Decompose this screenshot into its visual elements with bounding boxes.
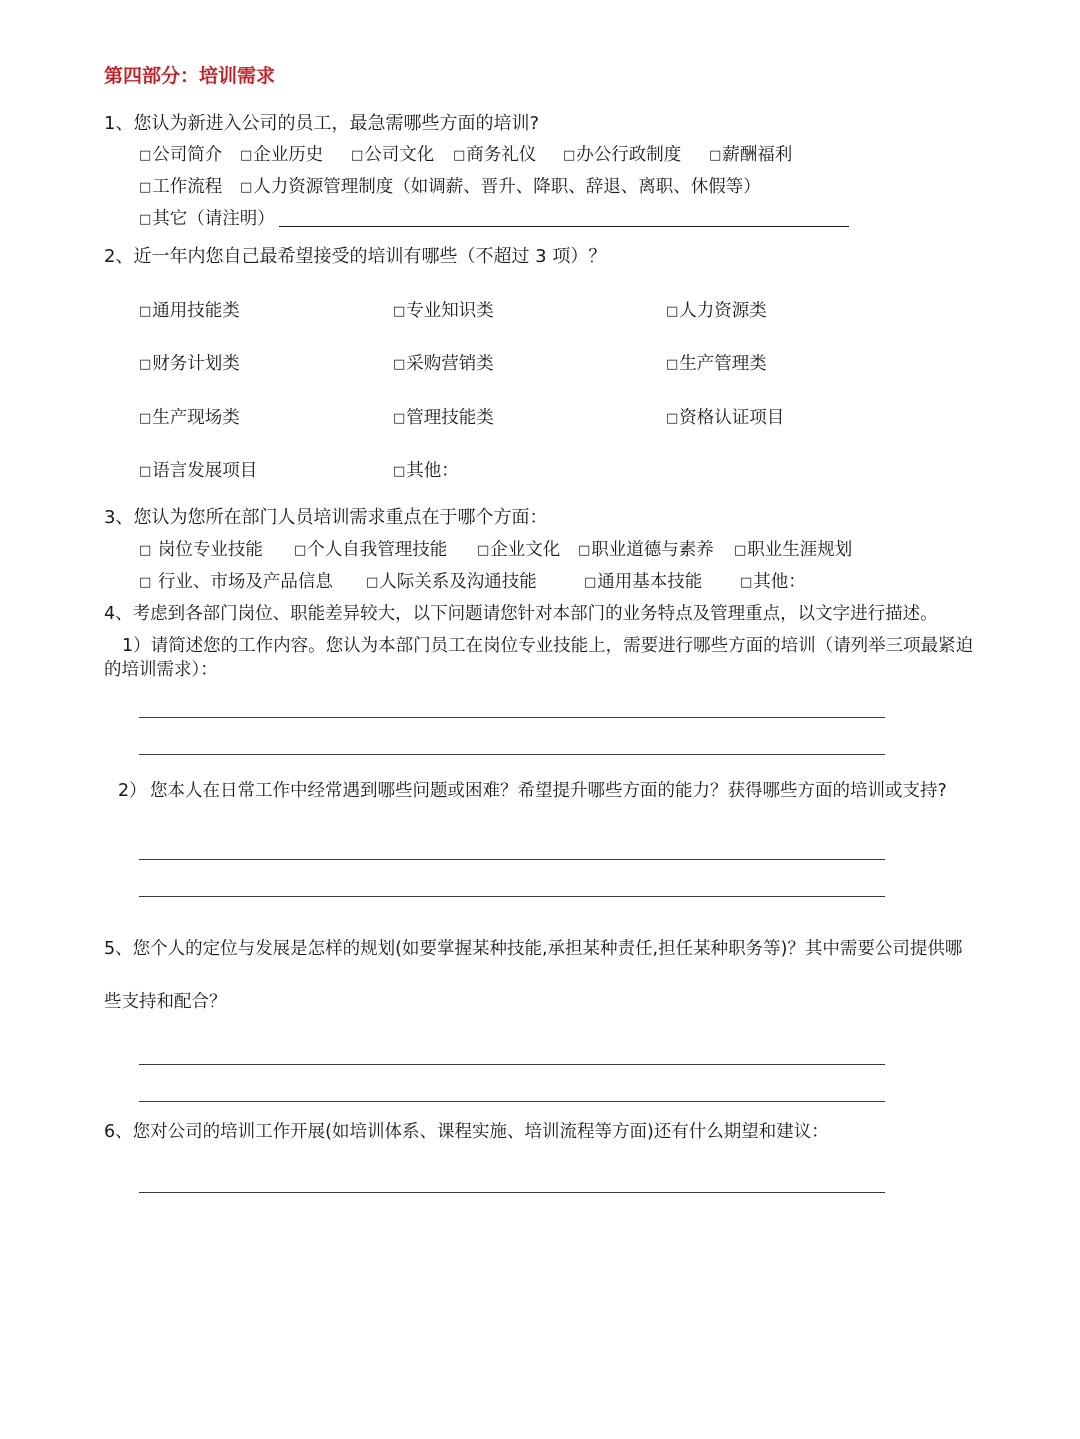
- checkbox-icon[interactable]: □: [240, 148, 253, 163]
- checkbox-icon[interactable]: □: [139, 148, 152, 163]
- q2-option[interactable]: [139, 406, 240, 431]
- q2-option[interactable]: [393, 299, 494, 324]
- option-label: 职业道德与素养: [591, 540, 714, 560]
- option-label: 商务礼仪: [466, 145, 537, 165]
- q2-option[interactable]: [666, 299, 767, 324]
- option-label: 专业知识类: [406, 301, 494, 321]
- checkbox-icon[interactable]: □: [240, 180, 253, 195]
- checkbox-icon[interactable]: □: [139, 180, 152, 195]
- option-label: 人力资源管理制度（如调薪、晋升、降职、辞退、离职、休假等）: [253, 177, 761, 197]
- q2-option[interactable]: [139, 299, 240, 324]
- q1-option-other[interactable]: [139, 207, 849, 232]
- checkbox-icon[interactable]: □: [139, 411, 152, 426]
- question-4-1: [104, 634, 984, 682]
- checkbox-icon[interactable]: □: [139, 464, 152, 479]
- q2-option[interactable]: [393, 406, 494, 431]
- checkbox-icon[interactable]: □: [393, 357, 406, 372]
- q3-option[interactable]: [578, 538, 714, 563]
- answer-line[interactable]: [139, 1192, 885, 1193]
- q2-option[interactable]: [666, 406, 784, 431]
- q3-option[interactable]: [477, 538, 560, 563]
- option-label: 薪酬福利: [722, 145, 793, 165]
- option-label: 公司文化: [364, 145, 435, 165]
- section-title: 第四部分：培训需求: [104, 65, 276, 87]
- checkbox-icon[interactable]: □: [139, 212, 152, 227]
- answer-line[interactable]: [139, 717, 885, 718]
- option-label: 财务计划类: [152, 354, 240, 374]
- checkbox-icon[interactable]: □: [139, 575, 152, 590]
- option-label: 其他：: [406, 461, 459, 481]
- answer-line[interactable]: [139, 896, 885, 897]
- q3-option[interactable]: [366, 570, 537, 595]
- checkbox-icon[interactable]: □: [584, 575, 597, 590]
- option-label: 通用基本技能: [597, 572, 703, 592]
- checkbox-icon[interactable]: □: [294, 543, 307, 558]
- option-label: 人际关系及沟通技能: [379, 572, 537, 592]
- q2-option[interactable]: [666, 352, 767, 377]
- q2-option[interactable]: [393, 352, 494, 377]
- checkbox-icon[interactable]: □: [139, 543, 152, 558]
- checkbox-icon[interactable]: □: [453, 148, 466, 163]
- question-4-2-number: 2）: [118, 781, 147, 801]
- q1-option[interactable]: [139, 175, 222, 200]
- checkbox-icon[interactable]: □: [393, 464, 406, 479]
- q1-option[interactable]: [563, 143, 681, 168]
- checkbox-icon[interactable]: □: [740, 575, 753, 590]
- option-label: 职业生涯规划: [747, 540, 853, 560]
- checkbox-icon[interactable]: □: [563, 148, 576, 163]
- checkbox-icon[interactable]: □: [366, 575, 379, 590]
- option-label: 办公行政制度: [576, 145, 682, 165]
- question-5-line1: 5、您个人的定位与发展是怎样的规划(如要掌握某种技能,承担某种责任,担任某种职务等)？其中需要公司提供哪: [104, 939, 963, 959]
- checkbox-icon[interactable]: □: [666, 304, 679, 319]
- option-label: 资格认证项目: [679, 408, 785, 428]
- checkbox-icon[interactable]: □: [139, 304, 152, 319]
- option-label: 行业、市场及产品信息: [152, 572, 333, 592]
- q1-option[interactable]: [240, 175, 761, 200]
- checkbox-icon[interactable]: □: [666, 411, 679, 426]
- question-2: 2、近一年内您自己最希望接受的培训有哪些（不超过 3 项）？: [104, 246, 607, 267]
- option-label: 其它（请注明）: [152, 209, 275, 229]
- q3-option[interactable]: [584, 570, 702, 595]
- q3-option[interactable]: [734, 538, 852, 563]
- checkbox-icon[interactable]: □: [139, 357, 152, 372]
- checkbox-icon[interactable]: □: [734, 543, 747, 558]
- option-label: 生产现场类: [152, 408, 240, 428]
- checkbox-icon[interactable]: □: [393, 304, 406, 319]
- option-label: 生产管理类: [679, 354, 767, 374]
- checkbox-icon[interactable]: □: [578, 543, 591, 558]
- question-6: 6、您对公司的培训工作开展(如培训体系、课程实施、培训流程等方面)还有什么期望和建议：: [104, 1122, 829, 1142]
- q1-option[interactable]: [709, 143, 792, 168]
- option-label: 采购营销类: [406, 354, 494, 374]
- sub-number: 1）: [122, 636, 151, 656]
- checkbox-icon[interactable]: □: [351, 148, 364, 163]
- option-label: 工作流程: [152, 177, 223, 197]
- q3-option[interactable]: [139, 570, 333, 595]
- q1-option[interactable]: [453, 143, 536, 168]
- question-4-2: 您本人在日常工作中经常遇到哪些问题或困难？希望提升哪些方面的能力？获得哪些方面的培训或支持?: [150, 781, 947, 801]
- question-5-line2: 些支持和配合？: [104, 992, 227, 1012]
- q3-option[interactable]: [139, 538, 263, 563]
- option-label: 企业文化: [490, 540, 561, 560]
- option-label: 通用技能类: [152, 301, 240, 321]
- q1-option[interactable]: [139, 143, 222, 168]
- q1-option[interactable]: [240, 143, 323, 168]
- answer-line[interactable]: [139, 1064, 885, 1065]
- option-label: 其他：: [753, 572, 806, 592]
- q2-option[interactable]: [139, 352, 240, 377]
- sub-text: 请简述您的工作内容。您认为本部门员工在岗位专业技能上，需要进行哪些方面的培训（请列举三项最紧迫的培训需求）：: [104, 636, 974, 680]
- q2-option[interactable]: [393, 459, 459, 484]
- q2-option[interactable]: [139, 459, 257, 484]
- checkbox-icon[interactable]: □: [709, 148, 722, 163]
- other-fill-line[interactable]: [279, 208, 849, 227]
- q1-option[interactable]: [351, 143, 434, 168]
- question-3: 3、您认为您所在部门人员培训需求重点在于哪个方面：: [104, 507, 548, 528]
- option-label: 公司简介: [152, 145, 223, 165]
- option-label: 管理技能类: [406, 408, 494, 428]
- checkbox-icon[interactable]: □: [477, 543, 490, 558]
- question-1: 1、您认为新进入公司的员工，最急需哪些方面的培训?: [104, 113, 540, 134]
- option-label: 语言发展项目: [152, 461, 258, 481]
- answer-line[interactable]: [139, 859, 885, 860]
- q3-option[interactable]: [740, 570, 806, 595]
- answer-line[interactable]: [139, 754, 885, 755]
- q3-option[interactable]: [294, 538, 447, 563]
- option-label: 人力资源类: [679, 301, 767, 321]
- answer-line[interactable]: [139, 1101, 885, 1102]
- option-label: 个人自我管理技能: [307, 540, 448, 560]
- checkbox-icon[interactable]: □: [393, 411, 406, 426]
- checkbox-icon[interactable]: □: [666, 357, 679, 372]
- option-label: 岗位专业技能: [152, 540, 263, 560]
- option-label: 企业历史: [253, 145, 324, 165]
- question-4: 4、考虑到各部门岗位、职能差异较大，以下问题请您针对本部门的业务特点及管理重点，以文字进行描述。: [104, 604, 938, 624]
